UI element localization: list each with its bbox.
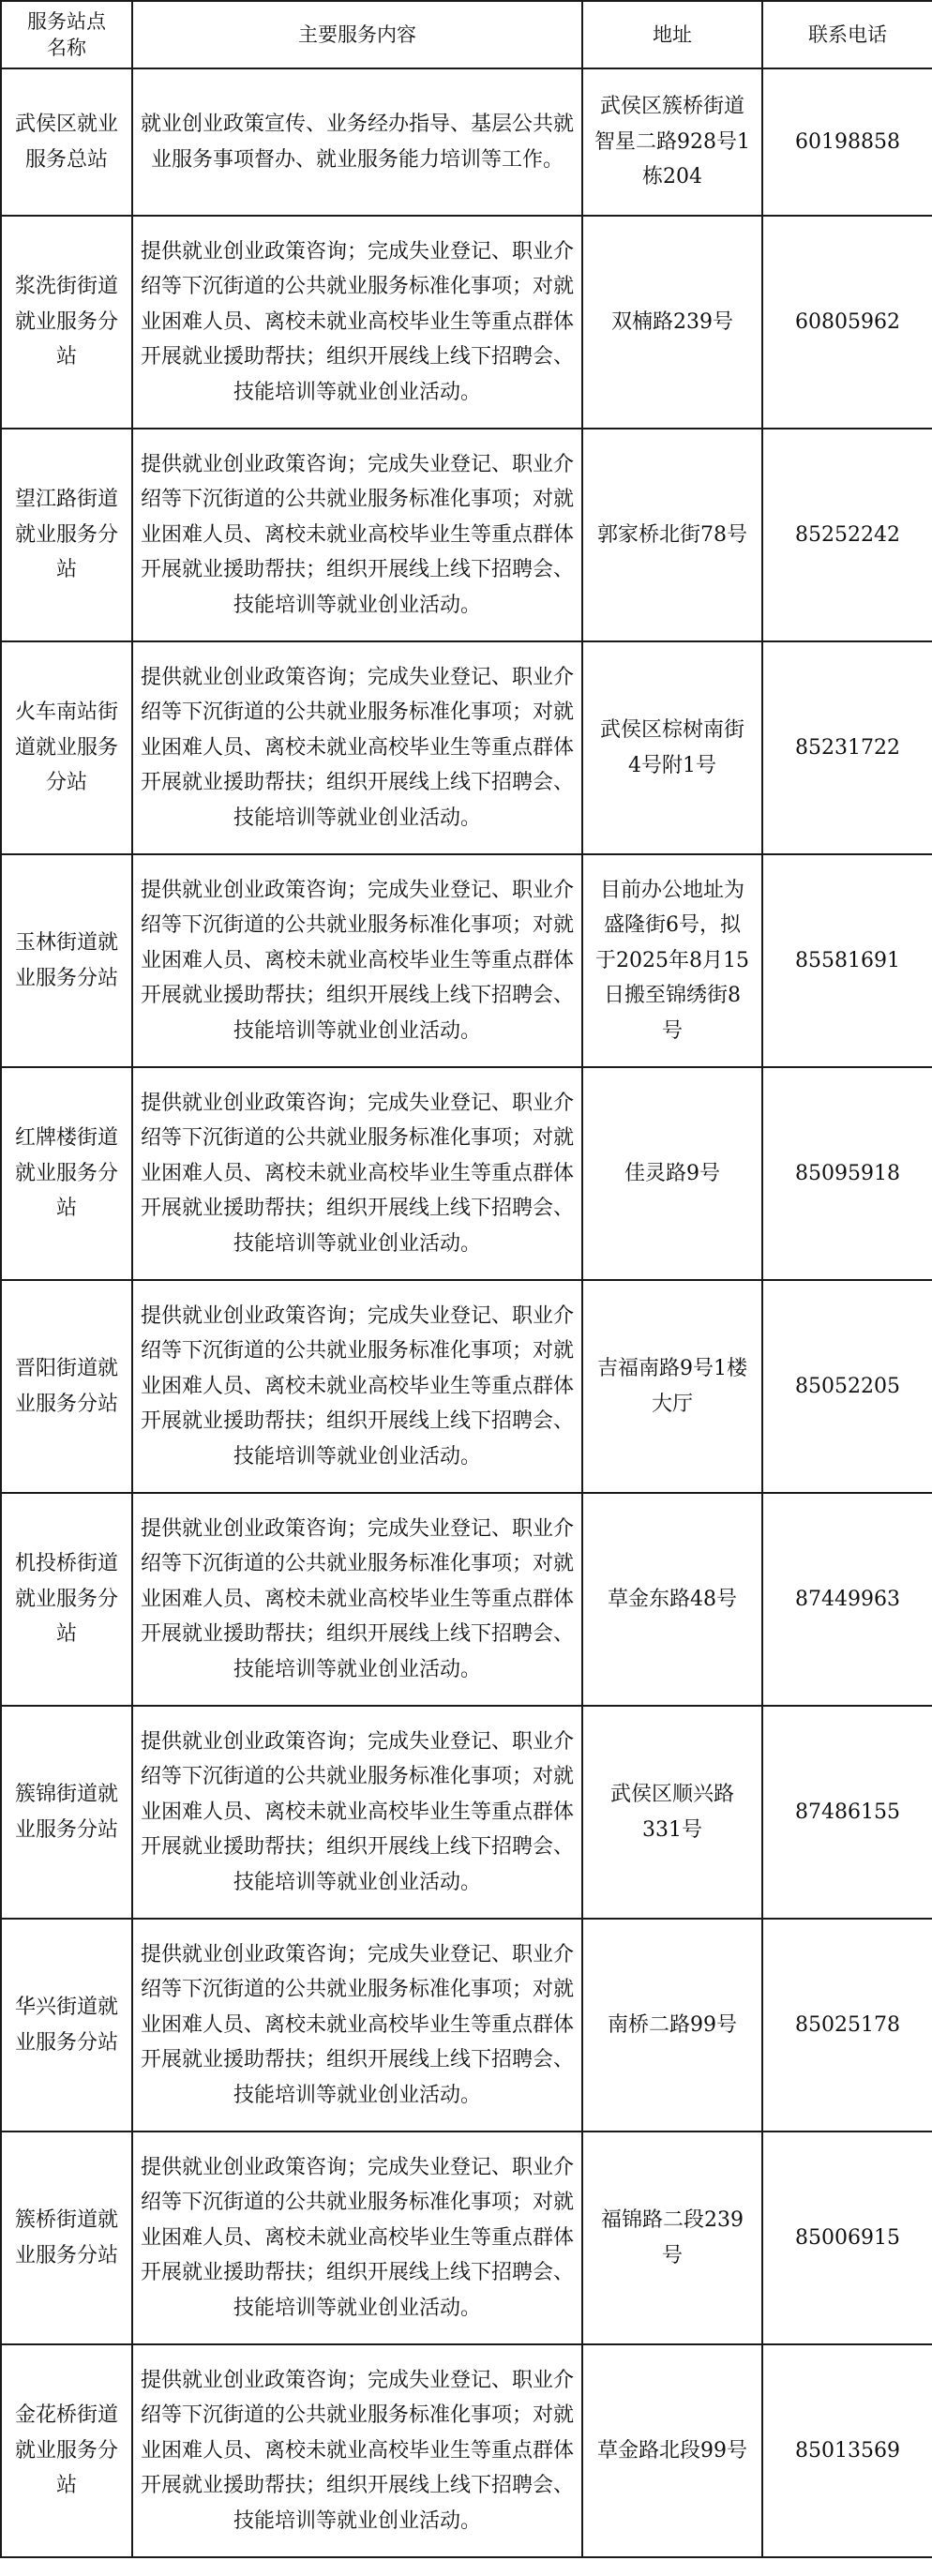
service-content-cell: 提供就业创业政策咨询；完成失业登记、职业介绍等下沉街道的公共就业服务标准化事项；对就业困难人员、离校未就业高校毕业生等重点群体开展就业援助帮扶；组织开展线上线下招聘会、技能培训等就业创业活动。 xyxy=(132,2132,582,2344)
header-service-content: 主要服务内容 xyxy=(132,1,582,68)
station-name-cell: 红牌楼街道就业服务分站 xyxy=(1,1067,132,1280)
table-row xyxy=(1,1280,932,1493)
phone-cell: 60805962 xyxy=(762,216,932,429)
phone-cell: 85231722 xyxy=(762,641,932,854)
table-row xyxy=(1,1067,932,1280)
table-row xyxy=(1,2344,932,2557)
header-station-name: 服务站点名称 xyxy=(1,1,132,68)
address-cell: 吉福南路9号1楼大厅 xyxy=(582,1280,762,1493)
service-content-cell: 提供就业创业政策咨询；完成失业登记、职业介绍等下沉街道的公共就业服务标准化事项；对就业困难人员、离校未就业高校毕业生等重点群体开展就业援助帮扶；组织开展线上线下招聘会、技能培训等就业创业活动。 xyxy=(132,1280,582,1493)
header-row xyxy=(1,1,932,68)
address-cell: 武侯区棕树南街4号附1号 xyxy=(582,641,762,854)
station-name-cell: 机投桥街道就业服务分站 xyxy=(1,1493,132,1706)
service-content-cell: 提供就业创业政策咨询；完成失业登记、职业介绍等下沉街道的公共就业服务标准化事项；对就业困难人员、离校未就业高校毕业生等重点群体开展就业援助帮扶；组织开展线上线下招聘会、技能培训等就业创业活动。 xyxy=(132,2344,582,2557)
table-row xyxy=(1,2132,932,2344)
phone-cell: 60198858 xyxy=(762,68,932,216)
table-row xyxy=(1,854,932,1067)
table-row xyxy=(1,429,932,641)
header-address: 地址 xyxy=(582,1,762,68)
address-cell: 佳灵路9号 xyxy=(582,1067,762,1280)
station-name-cell: 簇锦街道就业服务分站 xyxy=(1,1706,132,1919)
table-body xyxy=(1,68,932,2557)
phone-cell: 87486155 xyxy=(762,1706,932,1919)
address-cell: 福锦路二段239号 xyxy=(582,2132,762,2344)
address-cell: 双楠路239号 xyxy=(582,216,762,429)
phone-cell: 85095918 xyxy=(762,1067,932,1280)
station-name-cell: 火车南站街道就业服务分站 xyxy=(1,641,132,854)
service-content-cell: 就业创业政策宣传、业务经办指导、基层公共就业服务事项督办、就业服务能力培训等工作。 xyxy=(132,68,582,216)
station-name-cell: 簇桥街道就业服务分站 xyxy=(1,2132,132,2344)
service-content-cell: 提供就业创业政策咨询；完成失业登记、职业介绍等下沉街道的公共就业服务标准化事项；对就业困难人员、离校未就业高校毕业生等重点群体开展就业援助帮扶；组织开展线上线下招聘会、技能培训等就业创业活动。 xyxy=(132,1706,582,1919)
header-phone: 联系电话 xyxy=(762,1,932,68)
station-name-cell: 武侯区就业服务总站 xyxy=(1,68,132,216)
phone-cell: 85025178 xyxy=(762,1919,932,2132)
table-header xyxy=(1,1,932,68)
table-row xyxy=(1,216,932,429)
station-name-cell: 晋阳街道就业服务分站 xyxy=(1,1280,132,1493)
address-cell: 郭家桥北街78号 xyxy=(582,429,762,641)
address-cell: 南桥二路99号 xyxy=(582,1919,762,2132)
table-row xyxy=(1,1493,932,1706)
station-name-cell: 望江路街道就业服务分站 xyxy=(1,429,132,641)
address-cell: 武侯区簇桥街道智星二路928号1栋204 xyxy=(582,68,762,216)
phone-cell: 85052205 xyxy=(762,1280,932,1493)
address-cell: 草金路北段99号 xyxy=(582,2344,762,2557)
address-cell: 草金东路48号 xyxy=(582,1493,762,1706)
service-content-cell: 提供就业创业政策咨询；完成失业登记、职业介绍等下沉街道的公共就业服务标准化事项；对就业困难人员、离校未就业高校毕业生等重点群体开展就业援助帮扶；组织开展线上线下招聘会、技能培训等就业创业活动。 xyxy=(132,854,582,1067)
address-cell: 武侯区顺兴路331号 xyxy=(582,1706,762,1919)
address-cell: 目前办公地址为盛隆街6号，拟于2025年8月15日搬至锦绣街8号 xyxy=(582,854,762,1067)
phone-cell: 85006915 xyxy=(762,2132,932,2344)
station-name-cell: 华兴街道就业服务分站 xyxy=(1,1919,132,2132)
station-name-cell: 浆洗街街道就业服务分站 xyxy=(1,216,132,429)
service-content-cell: 提供就业创业政策咨询；完成失业登记、职业介绍等下沉街道的公共就业服务标准化事项；对就业困难人员、离校未就业高校毕业生等重点群体开展就业援助帮扶；组织开展线上线下招聘会、技能培训等就业创业活动。 xyxy=(132,216,582,429)
table-row xyxy=(1,68,932,216)
phone-cell: 85581691 xyxy=(762,854,932,1067)
station-name-cell: 金花桥街道就业服务分站 xyxy=(1,2344,132,2557)
table-row xyxy=(1,1706,932,1919)
service-content-cell: 提供就业创业政策咨询；完成失业登记、职业介绍等下沉街道的公共就业服务标准化事项；对就业困难人员、离校未就业高校毕业生等重点群体开展就业援助帮扶；组织开展线上线下招聘会、技能培训等就业创业活动。 xyxy=(132,641,582,854)
station-name-cell: 玉林街道就业服务分站 xyxy=(1,854,132,1067)
service-content-cell: 提供就业创业政策咨询；完成失业登记、职业介绍等下沉街道的公共就业服务标准化事项；对就业困难人员、离校未就业高校毕业生等重点群体开展就业援助帮扶；组织开展线上线下招聘会、技能培训等就业创业活动。 xyxy=(132,1493,582,1706)
phone-cell: 85252242 xyxy=(762,429,932,641)
phone-cell: 85013569 xyxy=(762,2344,932,2557)
service-content-cell: 提供就业创业政策咨询；完成失业登记、职业介绍等下沉街道的公共就业服务标准化事项；对就业困难人员、离校未就业高校毕业生等重点群体开展就业援助帮扶；组织开展线上线下招聘会、技能培训等就业创业活动。 xyxy=(132,429,582,641)
phone-cell: 87449963 xyxy=(762,1493,932,1706)
table-row xyxy=(1,1919,932,2132)
table-row xyxy=(1,641,932,854)
service-content-cell: 提供就业创业政策咨询；完成失业登记、职业介绍等下沉街道的公共就业服务标准化事项；对就业困难人员、离校未就业高校毕业生等重点群体开展就业援助帮扶；组织开展线上线下招聘会、技能培训等就业创业活动。 xyxy=(132,1067,582,1280)
service-content-cell: 提供就业创业政策咨询；完成失业登记、职业介绍等下沉街道的公共就业服务标准化事项；对就业困难人员、离校未就业高校毕业生等重点群体开展就业援助帮扶；组织开展线上线下招聘会、技能培训等就业创业活动。 xyxy=(132,1919,582,2132)
